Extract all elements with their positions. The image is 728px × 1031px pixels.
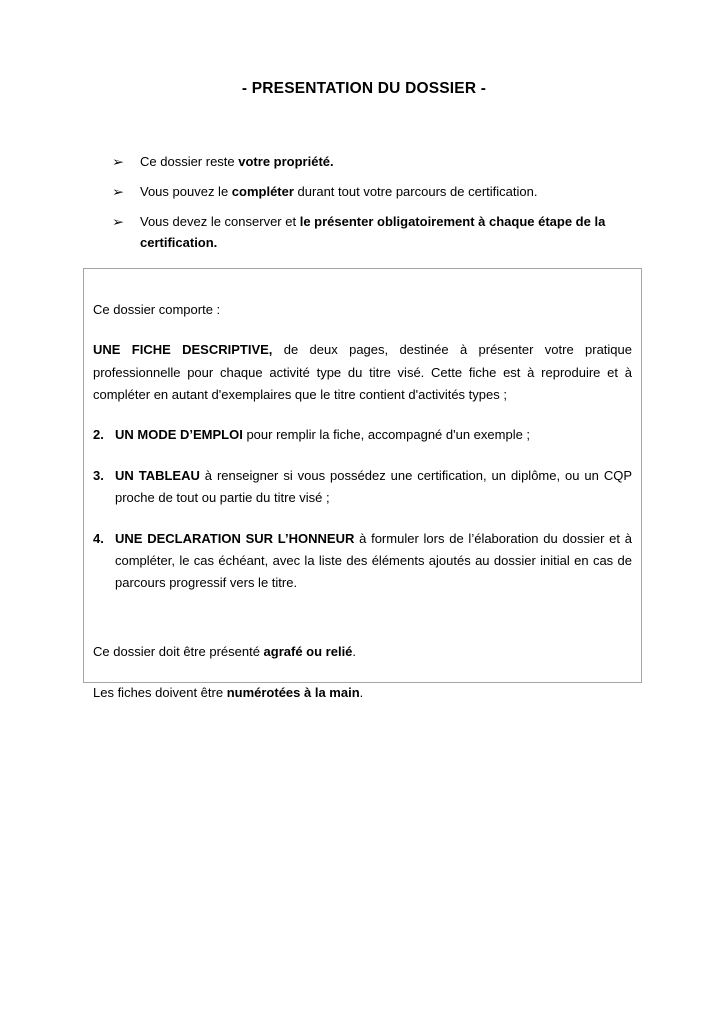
numbered-item-3-body: à renseigner si vous possédez une certification, un diplôme, ou un CQP proche de tout ou partie du titre visé ; [115,467,632,506]
page-title: - PRESENTATION DU DOSSIER - [241,80,487,97]
numbered-item-1 [93,339,632,406]
closing-statement-1-bold: agrafé ou relié [263,643,353,659]
numbered-item-4 [93,528,632,595]
numbered-item-2-text [115,424,632,446]
numbered-item-1-heading: UNE FICHE DESCRIPTIVE, [93,342,273,358]
content-frame [83,268,642,700]
numbered-item-4-heading: UNE DECLARATION SUR L’HONNEUR [115,530,355,546]
list-item-text [140,152,632,173]
list-item [112,182,632,203]
arrow-bullet-icon: ➢ [112,214,125,230]
numbered-item-4-text [115,528,632,595]
list-item-text-tail: durant tout votre parcours de certification. [293,184,538,200]
numbered-item-1-body: de deux pages, destinée à présenter votre pratique professionnelle pour chaque activité type du titre visé. Cette fiche est à reproduire et à compléter en autant d'exemplaires que le titre contient d'activités types ; [93,342,632,403]
list-item-text-plain: Vous devez le conserver et [140,214,300,230]
list-item-text-bold: le présenter obligatoirement à chaque étape de la certification. [140,214,606,250]
numbered-item-2-body: pour remplir la fiche, accompagné d'un exemple ; [242,427,531,443]
closing-statement-1 [93,641,632,663]
list-item-text-bold: votre propriété. [238,154,334,169]
numbered-item-3-text [115,465,632,510]
list-item-text [140,212,632,253]
numbered-item-3-heading: UN TABLEAU [115,467,200,483]
numbered-item-4-number: 4. [93,530,104,546]
arrow-bullet-icon: ➢ [112,154,125,169]
closing-statement-2-bold: numérotées à la main [226,684,360,700]
closing-statement-2-plain: Les fiches doivent être [93,684,227,700]
numbered-item-3-number: 3. [93,467,104,483]
content-frame-body [93,269,632,704]
numbered-item-2 [93,424,632,446]
highlight-bullet-list [112,152,632,263]
closing-statement-2 [93,682,632,704]
arrow-bullet-icon: ➢ [112,184,125,200]
list-item-text-plain: Ce dossier reste [140,154,239,169]
list-item [112,212,632,253]
closing-statement-1-tail: . [352,643,357,659]
list-item-text-bold: compléter [231,184,294,200]
numbered-item-3 [93,465,632,510]
frame-lead-in-text: Ce dossier comporte : [93,302,221,317]
list-item-text [140,182,632,203]
list-item [112,152,632,173]
numbered-item-4-body: à formuler lors de l’élaboration du dossier et à compléter, le cas échéant, avec la liste des éléments ajoutés au dossier initial en cas de parcours progressif vers le titre. [115,530,632,591]
closing-statement-1-plain: Ce dossier doit être présenté [93,643,264,659]
closing-statement-2-tail: . [359,684,364,700]
numbered-item-2-number: 2. [93,427,104,443]
list-item-text-plain: Vous pouvez le [140,184,232,200]
numbered-item-2-heading: UN MODE D’EMPLOI [115,427,243,443]
